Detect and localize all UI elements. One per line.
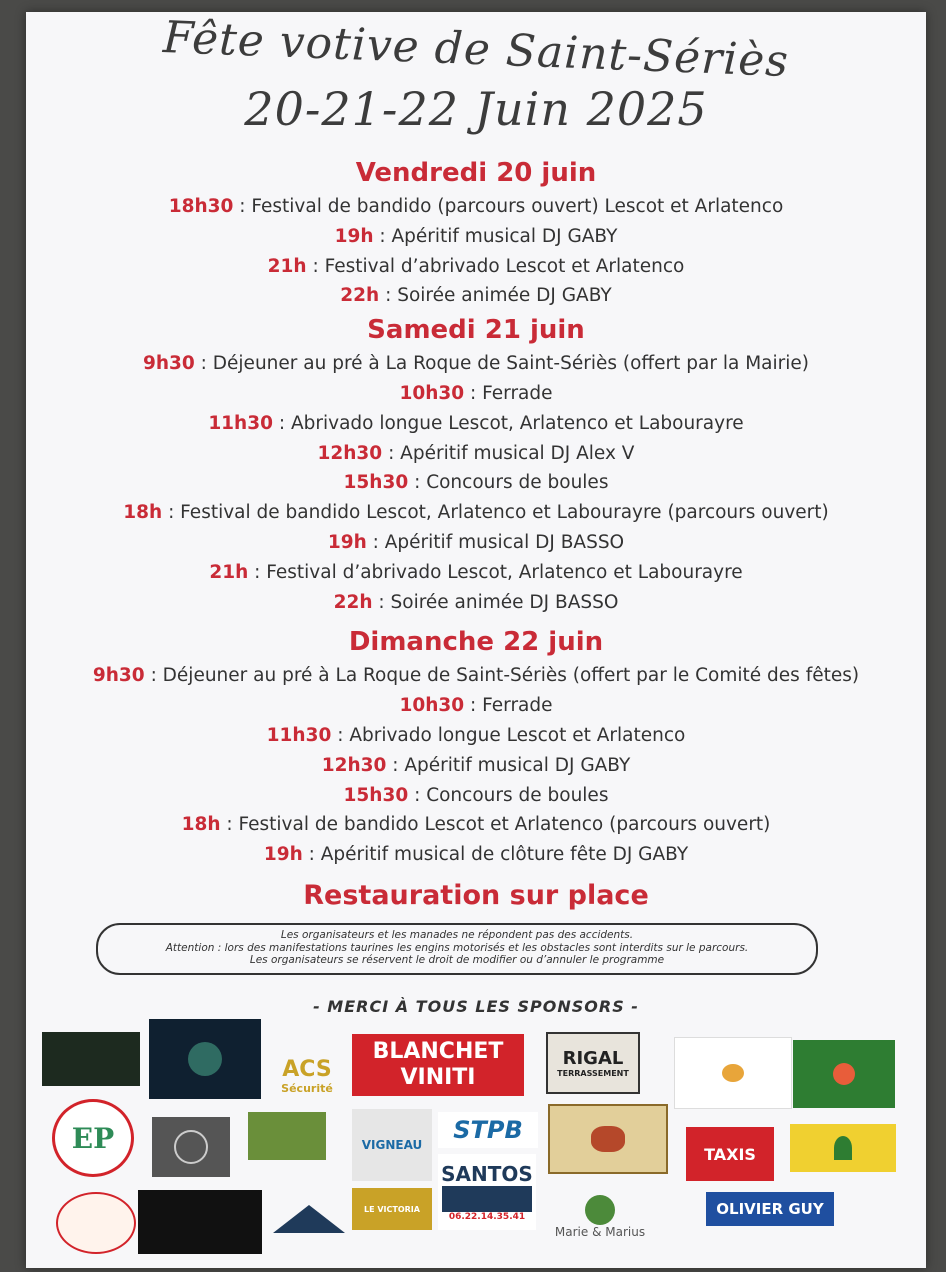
crest-icon [174,1130,208,1164]
event-time: 22h [333,591,373,613]
event-text: : Abrivado longue Lescot et Arlatenco [331,724,686,746]
event-line [26,528,926,558]
event-line [26,558,926,588]
sponsors-heading: - MERCI À TOUS LES SPONSORS - [313,997,639,1016]
blanchet-sub: VINITI [400,1065,476,1090]
event-text: : Ferrade [464,695,553,717]
event-text: : Abrivado longue Lescot, Arlatenco et Labourayre [272,412,744,434]
event-text: : Ferrade [464,382,553,404]
event-time: 19h [327,531,367,553]
sponsor-logo [790,1124,896,1172]
santos-phone: 06.22.14.35.41 [448,1212,526,1222]
event-text: : Concours de boules [408,784,609,806]
event-text: : Apéritif musical DJ GABY [373,225,618,247]
poster-dates: 20-21-22 Juin 2025 [244,82,708,136]
event-text: : Apéritif musical DJ Alex V [382,442,635,464]
rigal-name: RIGAL [562,1048,624,1069]
event-line [26,810,926,840]
sponsor-marie-marius [546,1182,654,1252]
event-line [26,439,926,469]
event-time: 9h30 [92,665,145,687]
event-time: 10h30 [399,382,465,404]
sponsor-ep [52,1099,134,1177]
vigneau-name: VIGNEAU [361,1138,423,1152]
notice-box [96,923,818,975]
restauration-heading: Restauration sur place [303,879,649,911]
event-time: 9h30 [143,353,195,375]
event-text: : Apéritif musical DJ GABY [386,754,631,776]
tree-icon [834,1136,852,1160]
sponsor-olivier-guy [706,1192,834,1226]
sponsor-rigal [546,1032,640,1094]
sponsor-logo [266,1186,352,1252]
sponsor-acs [272,1047,342,1105]
event-line [26,192,926,222]
sponsor-santos [438,1154,536,1230]
event-time: 18h [181,814,221,836]
event-text: : Déjeuner au pré à La Roque de Saint-Sériès (offert par le Comité des fêtes) [144,665,860,687]
event-text: : Apéritif musical DJ BASSO [366,531,625,553]
event-line [26,498,926,528]
globe-icon [188,1042,222,1076]
event-time: 19h [263,844,303,866]
event-text: : Festival d’abrivado Lescot, Arlatenco et Labourayre [248,561,743,583]
event-line [26,222,926,252]
sponsor-logo [149,1019,261,1099]
blanchet-name: BLANCHET [372,1039,504,1064]
sponsor-logo [152,1117,230,1177]
house-icon [273,1205,345,1233]
event-text: : Concours de boules [408,472,609,494]
event-line [26,781,926,811]
event-line [26,661,926,691]
event-line [26,751,926,781]
ep-name: EP [71,1121,115,1155]
event-text: : Apéritif musical de clôture fête DJ GABY [302,844,689,866]
event-line [26,379,926,409]
event-text: : Déjeuner au pré à La Roque de Saint-Sériès (offert par la Mairie) [194,353,809,375]
event-text: : Festival de bandido Lescot et Arlatenco (parcours ouvert) [220,814,771,836]
acs-sub: Sécurité [281,1082,333,1095]
rigal-sub: TERRASSEMENT [557,1069,629,1078]
notice-line: Les organisateurs se réservent le droit de modifier ou d’annuler le programme [249,954,665,966]
notice-line: Les organisateurs et les manades ne répondent pas des accidents. [280,929,634,941]
day-heading-sunday: Dimanche 22 juin [348,627,604,658]
acs-name: ACS [282,1057,332,1082]
event-time: 15h30 [343,472,409,494]
event-text: : Festival de bandido Lescot, Arlatenco et Labourayre (parcours ouvert) [162,502,829,524]
event-time: 21h [209,561,249,583]
event-time: 21h [267,255,307,277]
event-text: : Soirée animée DJ GABY [379,285,612,307]
sponsor-victoria [352,1188,432,1230]
sponsor-logo [674,1037,792,1109]
sponsor-logo [248,1112,326,1160]
event-line [26,588,926,618]
event-time: 18h [123,502,163,524]
sponsor-logo [56,1192,136,1254]
event-time: 22h [340,285,380,307]
sponsor-logo [548,1104,668,1174]
event-line [26,281,926,311]
event-text: : Festival de bandido (parcours ouvert) Lescot et Arlatenco [233,196,784,217]
sponsor-logo [138,1190,262,1254]
event-time: 19h [334,225,374,247]
event-line [26,468,926,498]
bull-icon [591,1126,625,1152]
poster-title: Fête votive de Saint-Sériès [162,11,790,88]
event-line [26,721,926,751]
event-time: 11h30 [266,724,332,746]
sponsor-vigneau [352,1109,432,1181]
marie-marius-name: Marie & Marius [554,1225,646,1239]
event-line [26,349,926,379]
taxis-name: TAXIS [704,1144,756,1164]
event-time: 15h30 [343,784,409,806]
poster [26,12,926,1268]
victoria-name: LE VICTORIA [364,1204,420,1214]
sponsor-logo [793,1040,895,1108]
sponsor-logo [42,1032,140,1086]
sponsor-taxis [686,1127,774,1181]
tree-icon [585,1195,615,1225]
event-line [26,840,926,870]
event-text: : Festival d’abrivado Lescot et Arlatenco [306,255,685,277]
event-line [26,252,926,282]
sponsor-blanchet [352,1034,524,1096]
sponsor-stpb [438,1112,538,1148]
event-time: 10h30 [399,695,465,717]
event-time: 12h30 [317,442,383,464]
santos-graphic [442,1186,532,1212]
event-time: 18h30 [168,196,234,217]
day-heading-friday: Vendredi 20 juin [355,158,597,188]
stpb-name: STPB [453,1116,523,1144]
event-text: : Soirée animée DJ BASSO [372,591,619,613]
day-heading-saturday: Samedi 21 juin [367,315,585,346]
santos-name: SANTOS [441,1162,533,1186]
event-line [26,409,926,439]
event-line [26,691,926,721]
olivier-guy-name: OLIVIER GUY [716,1200,824,1218]
flower-icon [833,1063,855,1085]
program [26,154,926,920]
event-time: 12h30 [321,754,387,776]
event-time: 11h30 [208,412,273,434]
notice-line: Attention : lors des manifestations taurines les engins motorisés et les obstacles sont interdits sur le parcours. [165,941,749,954]
bee-icon [722,1064,744,1082]
